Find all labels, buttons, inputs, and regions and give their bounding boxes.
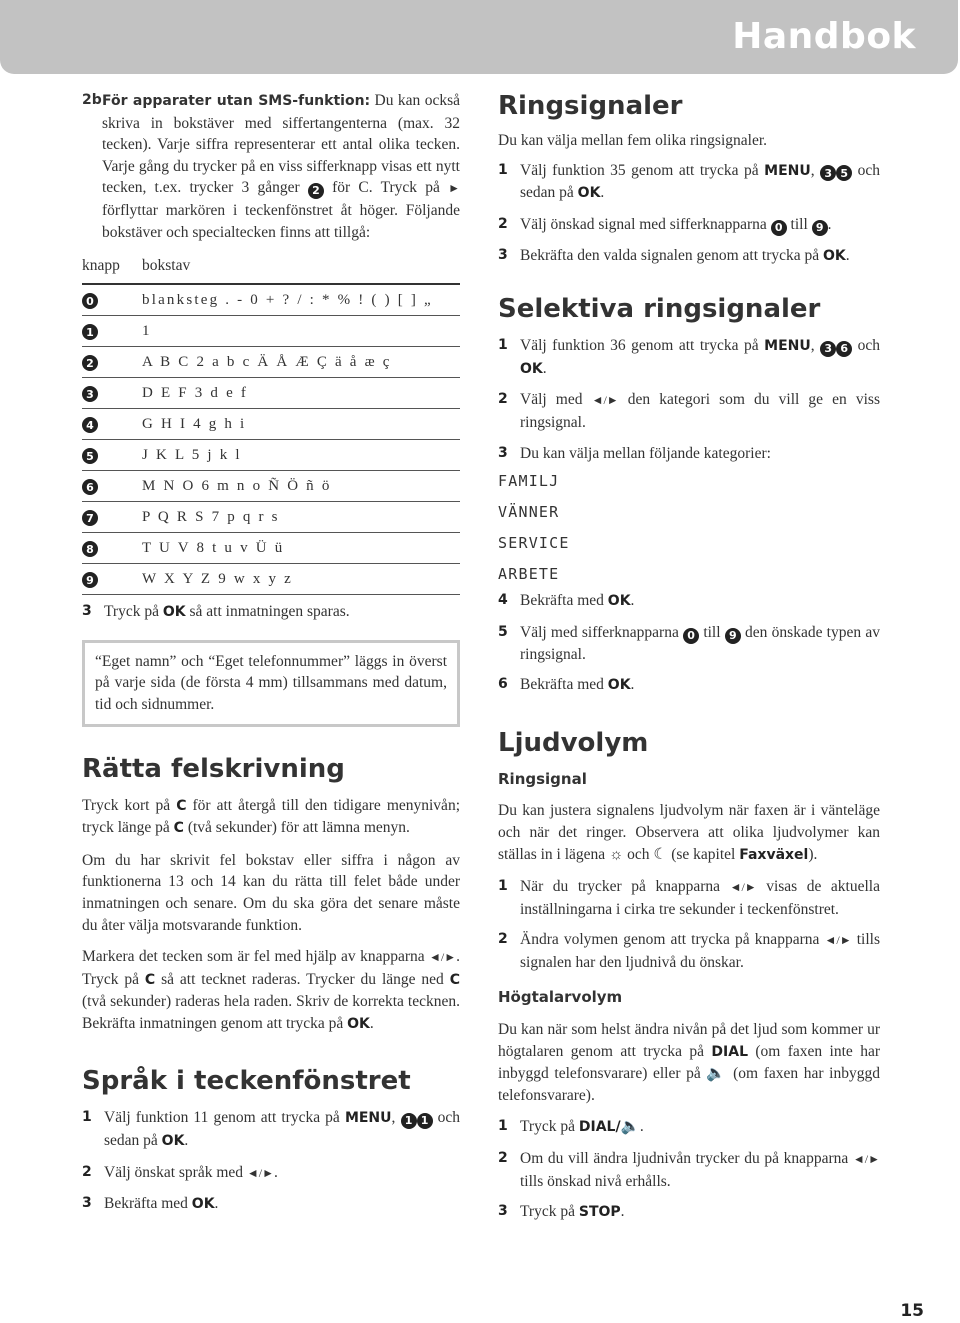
list-item: 3 Du kan välja mellan följande kategorier: bbox=[498, 444, 771, 462]
step-label: 2b bbox=[82, 92, 102, 108]
table-row bbox=[82, 285, 460, 316]
step-3: 3 Tryck på OK så att inmatningen sparas. bbox=[82, 603, 350, 621]
speaker-icon: 🔈 bbox=[620, 1118, 640, 1136]
table-row bbox=[82, 347, 460, 378]
intro-text: För apparater utan SMS-funktion: Du kan också skriva in bokstäver med siffertangenterna (max. 32 tecken). Varje siffra representerar ett antal olika tecken. Varje gång du trycker på en viss sifferknapp visas ett nytt tecken, t.ex. trycker 3 gånger 2 för C. Tryck på ► förflyttar markören i teckenfönstret åt höger. Följande bokstäver och specialtecken finns att tillgå: bbox=[102, 92, 460, 241]
table-row bbox=[82, 378, 460, 409]
section-title-volume: Ljudvolym bbox=[498, 727, 649, 758]
key-icon: 2 bbox=[82, 355, 98, 371]
row-chars: A B C 2 a b c Ä Å Æ Ç ä å æ ç bbox=[142, 353, 392, 370]
list-item: 6 Bekräfta med OK. bbox=[498, 676, 635, 694]
key-icon: 1 bbox=[82, 324, 98, 340]
key-icon: 9 bbox=[812, 220, 828, 236]
section-title-selective: Selektiva ringsignaler bbox=[498, 294, 821, 325]
key-icon: 1 bbox=[417, 1113, 433, 1129]
list-item: 2 Välj önskat språk med ◄/►. bbox=[82, 1163, 278, 1181]
header-key: knapp bbox=[82, 257, 120, 275]
intro-block bbox=[82, 90, 460, 243]
arrow-left-right-icon: ◄/► bbox=[429, 950, 457, 965]
table-row bbox=[82, 502, 460, 533]
list-item: 3 Tryck på STOP. bbox=[498, 1203, 625, 1221]
category-arbete: ARBETE bbox=[498, 565, 560, 584]
key-icon: 0 bbox=[82, 293, 98, 309]
volume-body bbox=[498, 769, 880, 1224]
arrow-left-right-icon: ◄/► bbox=[824, 933, 852, 948]
key-icon: 5 bbox=[836, 165, 852, 181]
row-chars: J K L 5 j k l bbox=[142, 446, 242, 463]
lang-steps bbox=[82, 1107, 460, 1215]
arrow-left-right-icon: ◄/► bbox=[852, 1152, 880, 1167]
list-item: 3 Bekräfta den valda signalen genom att trycka på OK. bbox=[498, 246, 850, 264]
list-item: 5 Välj med sifferknapparna 0 till 9 den önskade typen av ringsignal. bbox=[498, 623, 880, 663]
key-icon: 7 bbox=[82, 510, 98, 526]
list-item: 1 Välj funktion 11 genom att trycka på MENU, 1 1 och sedan på OK. bbox=[82, 1109, 461, 1150]
page-number: 15 bbox=[900, 1301, 924, 1321]
list-item: 1 Välj funktion 35 genom att trycka på MENU, 3 5 och sedan på OK. bbox=[498, 161, 881, 202]
fix-body bbox=[82, 795, 460, 1036]
section-title-ring: Ringsignaler bbox=[498, 91, 683, 121]
list-item: 3 Bekräfta med OK. bbox=[82, 1195, 219, 1213]
key-icon: 6 bbox=[82, 479, 98, 495]
row-chars: M N O 6 m n o Ñ Ö ñ ö bbox=[142, 477, 332, 494]
table-row bbox=[82, 533, 460, 564]
row-chars: blanksteg . - 0 + ? / : * % ! ( ) [ ] „ bbox=[142, 291, 433, 308]
row-chars: T U V 8 t u v Ü ü bbox=[142, 539, 285, 556]
list-item: 1 Välj funktion 36 genom att trycka på MENU, 3 6 och OK. bbox=[498, 337, 881, 377]
info-note bbox=[82, 640, 460, 727]
key-icon: 2 bbox=[308, 183, 324, 199]
list-item: 1 Tryck på DIAL/🔈. bbox=[498, 1118, 644, 1136]
category-familj: FAMILJ bbox=[498, 472, 560, 491]
row-chars: D E F 3 d e f bbox=[142, 384, 249, 401]
key-icon: 0 bbox=[771, 220, 787, 236]
volume-p2: Du kan när som helst ändra nivån på det ljud som kommer ur högtalaren genom att trycka på DIAL (om faxen inte har inbyggd telefonsvarare) eller på 🔈 (om faxen har inbyggd telefonsvarare). bbox=[498, 1021, 880, 1104]
key-table-header bbox=[82, 257, 460, 285]
table-row bbox=[82, 316, 460, 347]
category-service: SERVICE bbox=[498, 534, 570, 553]
arrow-left-right-icon: ◄/► bbox=[591, 393, 619, 408]
key-icon: 3 bbox=[82, 386, 98, 402]
header-letters: bokstav bbox=[142, 257, 191, 275]
key-table bbox=[82, 257, 460, 595]
fix-p1: Tryck kort på C för att återgå till den tidigare menynivån; tryck länge på C (två sekunder) för att lämna menyn. bbox=[82, 796, 460, 837]
right-column bbox=[498, 90, 880, 1233]
arrow-left-right-icon: ◄/► bbox=[729, 880, 757, 895]
category-vanner: VÄNNER bbox=[498, 503, 560, 522]
section-title-lang: Språk i teckenfönstret bbox=[82, 1066, 411, 1097]
ok-key: OK bbox=[162, 604, 186, 621]
moon-icon: ☾ bbox=[653, 845, 668, 863]
row-chars: W X Y Z 9 w x y z bbox=[142, 570, 293, 587]
row-chars: P Q R S 7 p q r s bbox=[142, 508, 280, 525]
key-icon: 3 bbox=[820, 341, 836, 357]
table-row bbox=[82, 409, 460, 440]
section-title-fix: Rätta felskrivning bbox=[82, 753, 345, 784]
key-icon: 4 bbox=[82, 417, 98, 433]
list-item: 2 Om du vill ändra ljudnivån trycker du på knapparna ◄/► tills önskad nivå erhålls. bbox=[498, 1150, 880, 1190]
key-icon: 5 bbox=[82, 448, 98, 464]
list-item: 1 När du trycker på knapparna ◄/► visas de aktuella inställningarna i cirka tre sekunder i teckenfönstret. bbox=[498, 878, 880, 918]
list-item: 2 Ändra volymen genom att trycka på knapparna ◄/► tills signalen har den ljudnivå du önskar. bbox=[498, 931, 880, 971]
speaker-icon: 🔈 bbox=[706, 1065, 728, 1083]
table-row bbox=[82, 564, 460, 595]
arrow-left-right-icon: ◄/► bbox=[246, 1165, 275, 1180]
key-icon: 0 bbox=[683, 628, 699, 644]
table-row bbox=[82, 471, 460, 502]
key-icon: 1 bbox=[401, 1113, 417, 1129]
subsection-speaker: Högtalarvolym bbox=[498, 988, 623, 1007]
key-icon: 8 bbox=[82, 541, 98, 557]
table-row bbox=[82, 440, 460, 471]
key-icon: 6 bbox=[836, 341, 852, 357]
row-chars: G H I 4 g h i bbox=[142, 415, 247, 432]
ring-body bbox=[498, 130, 880, 267]
key-icon: 9 bbox=[725, 628, 741, 644]
fix-p2: Om du har skrivit fel bokstav eller siffra i någon av funktionerna 13 och 14 kan du rätta till felet både under inmatningen och senare. Om du ska göra det senare måste du åter välja motsvarande funktion. bbox=[82, 851, 460, 934]
key-icon: 9 bbox=[82, 572, 98, 588]
note-text: “Eget namn” och “Eget telefonnummer” läggs in överst på varje sida (de första 4 mm) tillsammans med datum, tid och sidnummer. bbox=[95, 652, 447, 713]
list-item: 4 Bekräfta med OK. bbox=[498, 592, 635, 610]
page-title: Handbok bbox=[732, 16, 916, 57]
key-icon: 3 bbox=[820, 165, 836, 181]
left-column bbox=[82, 90, 460, 1225]
list-item: 2 Välj med ◄/► den kategori som du vill ge en viss ringsignal. bbox=[498, 391, 880, 431]
arrow-right-icon: ► bbox=[448, 181, 460, 196]
fix-p3: Markera det tecken som är fel med hjälp av knapparna ◄/►. Tryck på C så att tecknet raderas. Trycker du länge ned C (två sekunder) raderas hela raden. Skriv de korrekta tecknen. Bekräfta inmatningen genom att trycka på OK. bbox=[82, 948, 460, 1032]
volume-p1: Du kan justera signalens ljudvolym när faxen är i vänteläge och när det ringer. Observera att olika ljudvolymer kan ställas in i lägena ☼ och ☾ (se kapitel Faxväxel). bbox=[498, 802, 880, 863]
subsection-ringsignal: Ringsignal bbox=[498, 769, 587, 788]
sun-icon: ☼ bbox=[609, 845, 624, 863]
list-item: 2 Välj önskad signal med sifferknapparna 0 till 9 . bbox=[498, 215, 832, 234]
row-chars: 1 bbox=[142, 322, 152, 339]
selective-body bbox=[498, 335, 880, 697]
ring-intro: Du kan välja mellan fem olika ringsignaler. bbox=[498, 132, 768, 149]
